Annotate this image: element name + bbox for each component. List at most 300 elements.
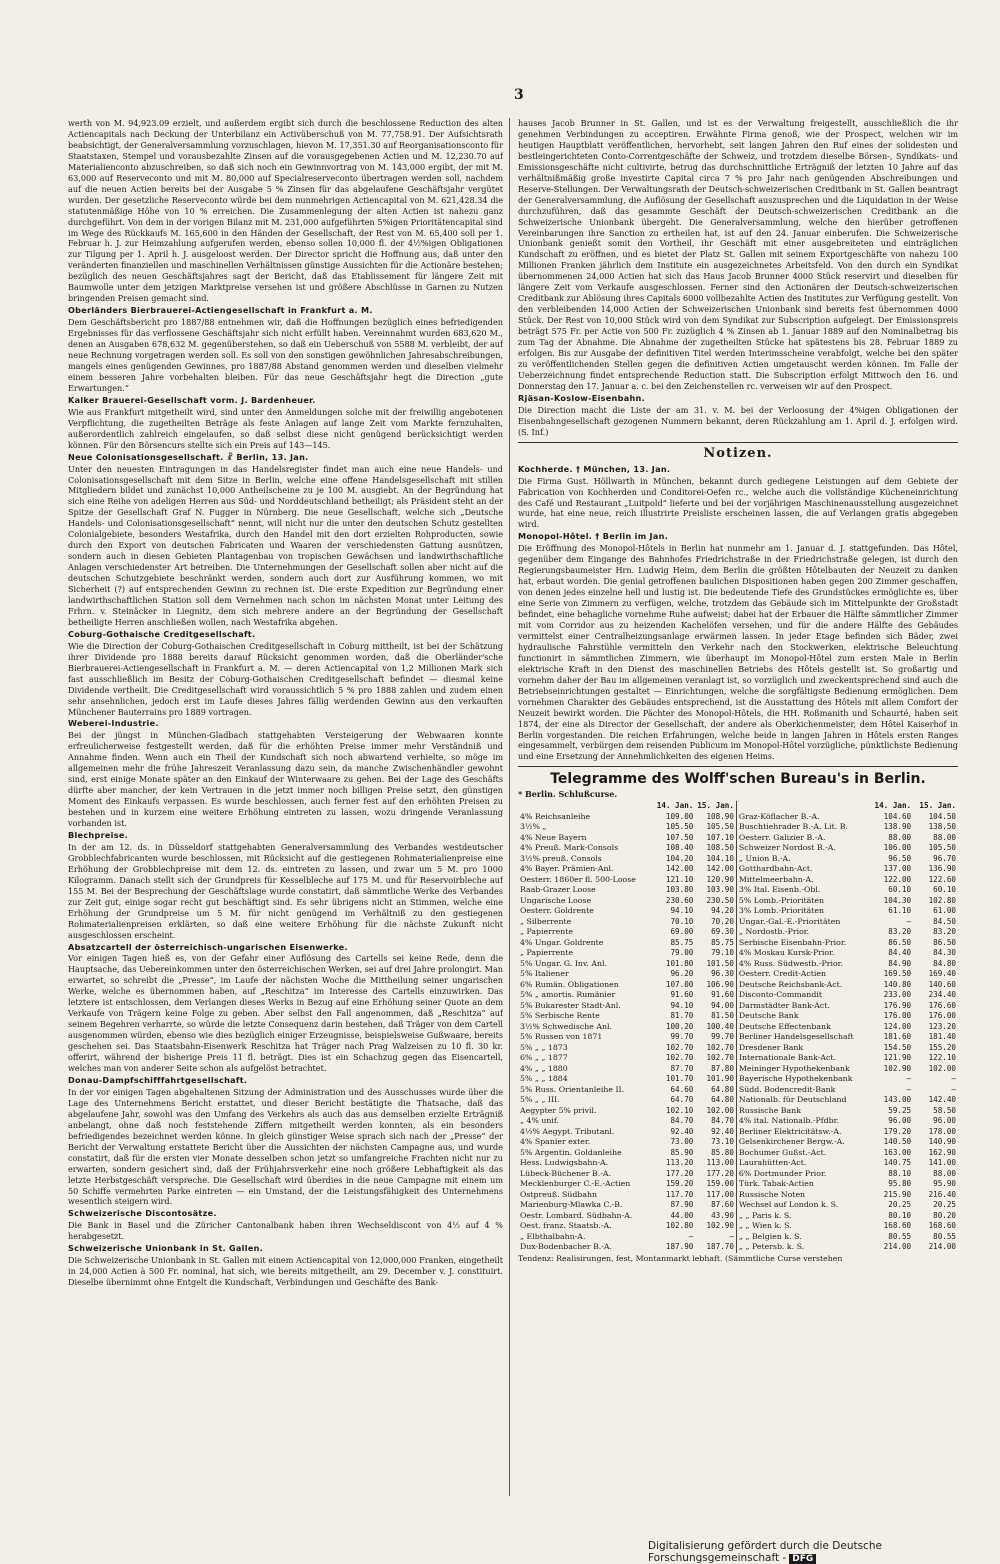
quote-value: 142.00 [695, 864, 736, 875]
article-text: hauses Jacob Brunner in St. Gallen, und ist es der Verwaltung freigestellt, ausschließlich die ihr genehmen Verbindungen zu acceptiren. Erwähnte Firma genoß, wie der Prospect, welchen wir im heutigen Hauptblatt veröffentlichen, hervorhebt, seit langen Jahren den Ruf eines der solidesten und bestleingerichteten Conto-Correntgeschäfte der Schweiz, und trotzdem dieselbe Börsen-, Syndikats- und Emissionsgeschäfte nicht cultivirte, betrug das durchschnittliche Erträgniß der letzten 10 Jahre auf das verhältnißmäßig große investirte Capital circa 7 % pro Jahr nach genügenden Abschreibungen und Reserve-Stellungen. Der Verwaltungsrath der Deutsch-schweizerischen Creditbank in St. Gallen beantragt der Generalversammlung, die Auflösung der Gesellschaft auszusprechen und die Liquidation in der Weise durchzuführen, daß das gesammte Geschäft der Deutsch-schweizerischen Creditbank an die Schweizerische Unionbank übergeht. Die Generalversammlung, welche den hierüber getroffenen Vereinbarungen ihre Sanction zu ertheilen hat, ist auf den 24. Januar einberufen. Die Schweizerische Unionbank genießt somit den Vortheil, ihr Geschäft mit einer ausgebreiteten und einträglichen Kundschaft zu eröffnen, und es bietet der Platz St. Gallen mit seinem Exportgeschäfte von nahezu 100 Millionen Franken jährlich dem Institute ein ausgezeichnetes Arbeitsfeld. Von den durch ein Syndikat übernommenen 24,000 Actien hat sich das Haus Jacob Brunner 4000 Stück reservirt und dieselben für längere Zeit vom Verkaufe ausgeschlossen. Ferner sind den Actionären der Deutsch-schweizerischen Creditbank zur Ablösung ihres Capitals 6000 vollbezahlte Actien des Institutes zur Verfügung gestellt. Von den verbleibenden 14,000 Actien der Schweizerischen Unionbank sind bereits fest übernommen 4000 Stück. Der Rest von 10,000 Stück wird von dem Syndikat zur Subscription aufgelegt. Der Emissionspreis beträgt 575 Fr. per Actie von 500 Fr. zuzüglich 4 % Zinsen ab 1. Januar 1889 auf den Nominalbetrag bis zum Tag der Abnahme. Die Abnahme der zugetheilten Stücke hat spätestens bis 28. Februar 1889 zu erfolgen. Bis zur Ausgabe der definitiven Titel werden Interimsscheine verabfolgt, welche bei den später zu veröffentlichenden Stellen gegen die definitiven Actien umgetauscht werden können. Im Falle der Ueberzeichnung findet entsprechende Reduction statt. Die Subscription erfolgt Mittwoch den 16. und Donnerstag den 17. Januar a. c. bei den Zeichenstellen rc. verweisen wir auf den Prospect. [518, 118, 958, 391]
table-row [518, 1011, 958, 1022]
quote-value: 122.00 [883, 874, 912, 884]
security-name: 4% Bayer. Prämien-Anl. [520, 864, 614, 874]
security-name: Hess. Ludwigsbahn-A. [520, 1158, 609, 1168]
table-row [518, 1127, 958, 1138]
quote-value: 163.00 [883, 1147, 912, 1157]
right-column-articles [518, 118, 958, 767]
table-row [518, 854, 958, 865]
security-name: 3% Lomb.-Prioritäten [738, 906, 825, 916]
quote-value: 100.20 [665, 1021, 694, 1031]
security-name: Internationale Bank-Act. [738, 1053, 836, 1063]
quote-value: 81.50 [695, 1011, 736, 1022]
table-row [518, 980, 958, 991]
quote-value: 87.90 [670, 1200, 694, 1210]
article-text: Dem Geschäftsbericht pro 1887/88 entnehmen wir, daß die Hoffnungen bezüglich eines befriedigenden Ergebnisses für das verflossene Geschäftsjahr sich nicht erfüllt haben. Vereinnahmt wurden 683,620 M., denen an Ausgaben 678,632 M. gegenüberstehen, so daß ein Ueberschuß von 5588 M. verbleibt, der auf neue Rechnung vorgetragen werden soll. Es soll von den sonstigen gewöhnlichen Jahresabschreibungen, mangels eines genügenden Gewinnes, pro 1887/88 Abstand genommen werden und dieselben vielmehr einem besseren Jahre vorbehalten bleiben. Für das neue Geschäftsjahr hegt die Direction „gute Erwartungen.“ [68, 317, 503, 393]
table-row [518, 1074, 958, 1085]
quote-value: 60.10 [888, 885, 912, 895]
table-row [518, 1179, 958, 1190]
quote-value: 176.00 [928, 1011, 956, 1021]
quote-value: 96.00 [888, 1116, 912, 1126]
date-header: 14. Jan. [874, 801, 912, 811]
quote-value: 95.90 [933, 1179, 956, 1189]
security-name: Disconto-Commandit [738, 990, 822, 1000]
quote-value: 94.10 [670, 906, 694, 916]
quote-value: 187.90 [665, 1242, 694, 1252]
security-name: Oestr. Lombard. Südbahn-A. [520, 1210, 633, 1220]
quote-value: 73.10 [695, 1137, 736, 1148]
quote-value: 95.80 [888, 1179, 912, 1189]
table-row [518, 1001, 958, 1012]
security-name: 4% „ „ 1880 [520, 1063, 568, 1073]
security-name: Oesterr. Galizier B.-A. [738, 832, 826, 842]
quote-value: — [951, 1084, 956, 1094]
security-name: 4% Moskau Kursk-Prior. [738, 948, 835, 958]
table-row [518, 927, 958, 938]
quote-value: 84.90 [888, 958, 912, 968]
quote-value: 58.50 [933, 1105, 956, 1115]
quote-value: 91.60 [695, 990, 736, 1001]
table-row [518, 885, 958, 896]
security-name: Südd. Bodencredit-Bank [738, 1084, 836, 1094]
table-row [518, 917, 958, 928]
quote-value: 81.70 [670, 1011, 694, 1021]
security-name: Oesterr. Credit-Actien [738, 969, 827, 979]
quote-value: 80.10 [888, 1210, 912, 1220]
article-heading: Monopol-Hôtel. † Berlin im Jan. [518, 531, 669, 542]
quote-value: 88.00 [888, 832, 912, 842]
security-name: 5% „ „ 1884 [520, 1074, 568, 1084]
table-row [518, 948, 958, 959]
quote-value: 168.60 [928, 1221, 956, 1231]
quote-value: 117.00 [695, 1190, 736, 1201]
table-row [518, 1116, 958, 1127]
quote-value: 80.55 [888, 1231, 912, 1241]
quote-value: 96.30 [695, 969, 736, 980]
security-name: 5% Argentin. Goldanleihe [520, 1147, 622, 1157]
table-row [518, 938, 958, 949]
stock-quotes-body [518, 801, 958, 1253]
quote-value: 70.20 [695, 917, 736, 928]
quote-value: 142.40 [928, 1095, 956, 1105]
table-header-row [518, 801, 958, 812]
quote-value: 140.90 [928, 1137, 956, 1147]
quote-value: 99.70 [695, 1032, 736, 1043]
telegram-title: Telegramme des Wolff'schen Bureau's in Berlin. [550, 771, 926, 788]
dfg-logo: DFG [789, 1554, 816, 1564]
quote-value: 140.80 [883, 979, 912, 989]
security-name: Russische Bank [738, 1105, 801, 1115]
security-name: „ Elbthalbahn-A. [520, 1231, 586, 1241]
quote-value: 102.90 [695, 1221, 736, 1232]
security-name: 6% Dortmunder Prior. [738, 1168, 827, 1178]
table-row [518, 1232, 958, 1243]
quote-value: 92.40 [670, 1126, 694, 1136]
article-text: Unter den neuesten Eintragungen in das Handelsregister findet man auch eine neue Handels- und Colonisationsgesellschaft mit dem Sitze in Berlin, welche eine offene Handelsgesellschaft mit stillen Mitgliedern bildet und zunächst 10,000 Antheilscheine zu je 100 M. ausgiebt. An der Begründung hat sich eine Reihe von adeligen Herren aus Süd- und Norddeutschland betheiligt; als Präsident steht an der Spitze der Gesellschaft Graf N. Fugger in Nürnberg. Die neue Gesellschaft, welche sich „Deutsche Handels- und Colonisationsgesellschaft“ nennt, will nicht nur die unter den deutschen Schutz gestellten Colonialgebiete, besonders Westafrika, durch den Handel mit den dort erzielten Rohproducten, sowie durch den Export von deutschen Fabricaten und Waaren der verschiedensten Gattung ausnützen, sondern auch in diesen Gebieten Plantagenbau von tropischen Gewächsen und landwirthschaftliche Anlagen verschiedenster Art betreiben. Die Unternehmungen der Gesellschaft sollen aber nicht auf die deutschen Schutzgebiete beschränkt werden, sondern auch dort zur Ausführung kommen, wo mit Sicherheit (?) auf entsprechenden Gewinn zu rechnen ist. Die erste Expedition zur Begründung einer landwirthschaftlichen Station soll dem Vernehmen nach schon im nächsten Monat unter Leitung des Frhrn. v. Steinäcker in Liegnitz, dem sich mehrere andere an der Begründung der Gesellschaft betheiligte Herren anschließen wollen, nach Westafrika abgehen. [68, 463, 503, 627]
article-heading: Absatzcartell der österreichisch-ungarischen Eisenwerke. [68, 941, 348, 952]
quote-value: 136.90 [928, 864, 956, 874]
quote-value: 88.00 [933, 832, 956, 842]
quote-value: 233.00 [883, 990, 912, 1000]
quote-value: 122.60 [928, 874, 956, 884]
quote-value: 86.50 [888, 937, 912, 947]
security-name: 4% Russ. Südwestb.-Prior. [738, 958, 844, 968]
security-name: Dresdener Bank [738, 1042, 804, 1052]
quote-value: 88.00 [933, 1168, 956, 1178]
quote-value: 91.60 [670, 990, 694, 1000]
quote-value: 70.10 [670, 916, 694, 926]
quote-value: 107.50 [665, 832, 694, 842]
quote-value: — [695, 1232, 736, 1243]
article-heading: Kochherde. † München, 13. Jan. [518, 463, 671, 474]
quote-value: 43.90 [695, 1211, 736, 1222]
article-heading: Weberei-Industrie. [68, 718, 159, 729]
quote-value: 181.60 [883, 1032, 912, 1042]
quote-value: 138.90 [883, 822, 912, 832]
security-name: „ „ Wien k. S. [738, 1221, 792, 1231]
security-name: Deutsche Reichsbank-Act. [738, 979, 843, 989]
article-text: Die Firma Gust. Höllwarth in München, bekannt durch gediegene Leistungen auf dem Gebiete der Fabrication von Kochherden und Conditorei-Oefen rc., welche auch die vollständige Kücheneinrichtung des Café und Restaurant „Luitpold“ lieferte und bei der vorjährigen Maschinenausstellung ausgezeichnet wurde, hat eine neue, reich illustrirte Preisliste erscheinen lassen, die auf Verlangen gratis abgegeben wird. [518, 475, 958, 530]
security-name: 4% Neue Bayern [520, 832, 587, 842]
article-heading: Blechpreise. [68, 830, 129, 840]
quote-value: 169.40 [928, 969, 956, 979]
security-name: Raab-Grazer Loose [520, 885, 596, 895]
quote-value: 79.00 [670, 948, 694, 958]
quote-value: 86.50 [933, 937, 956, 947]
quote-value: 179.20 [883, 1126, 912, 1136]
article-heading: Schweizerische Discontosätze. [68, 1208, 217, 1219]
quote-value: — [906, 1074, 912, 1084]
table-row [518, 959, 958, 970]
security-name: 5% Serbische Rente [520, 1011, 600, 1021]
table-row [518, 822, 958, 833]
security-name: Berliner Elektricitätsw.-A. [738, 1126, 842, 1136]
security-name: 3% Ital. Eisenb.-Obl. [738, 885, 821, 895]
quote-value: 162.90 [928, 1147, 956, 1157]
quote-value: 61.00 [933, 906, 956, 916]
quote-value: 94.00 [695, 1001, 736, 1012]
quote-value: 102.80 [665, 1221, 694, 1231]
security-name: Bochumer Gußst.-Act. [738, 1147, 827, 1157]
table-row [518, 812, 958, 823]
date-header: 15. Jan. [695, 801, 736, 812]
quote-value: 106.90 [695, 980, 736, 991]
quote-value: 59.25 [888, 1105, 912, 1115]
quote-value: 155.20 [928, 1042, 956, 1052]
section-rule [518, 766, 958, 767]
quote-value: 104.10 [695, 854, 736, 865]
quote-value: 215.90 [883, 1189, 912, 1199]
quote-value: 102.10 [665, 1105, 694, 1115]
table-row [518, 875, 958, 886]
security-name: Gelsenkirchener Bergw.-A. [738, 1137, 845, 1147]
table-row [518, 1190, 958, 1201]
table-row [518, 1158, 958, 1169]
quote-value: 83.20 [933, 927, 956, 937]
table-row [518, 1148, 958, 1159]
quote-value: 105.50 [665, 822, 694, 832]
quote-value: 60.10 [933, 885, 956, 895]
quote-value: 99.70 [670, 1032, 694, 1042]
security-name: Laurahütten-Act. [738, 1158, 807, 1168]
security-name: 5% „ amortis. Rumänier [520, 990, 616, 1000]
security-name: Oesterr. 1860er fl. 500-Loose [520, 874, 636, 884]
table-row [518, 1169, 958, 1180]
quote-value: 187.70 [695, 1242, 736, 1253]
quote-value: 168.60 [883, 1221, 912, 1231]
quote-value: 102.70 [695, 1043, 736, 1054]
table-row [518, 1053, 958, 1064]
security-name: Berliner Handelsgesellschaft [738, 1032, 854, 1042]
quote-value: 104.20 [665, 853, 694, 863]
security-name: Darmstädter Bank-Act. [738, 1000, 830, 1010]
table-row [518, 1211, 958, 1222]
quote-value: 154.50 [883, 1042, 912, 1052]
quote-value: 83.20 [888, 927, 912, 937]
quote-value: 80.55 [933, 1231, 956, 1241]
quote-value: 92.40 [695, 1127, 736, 1138]
security-name: 4% Reichsanleihe [520, 811, 591, 821]
security-name: Wechsel auf London k. S. [738, 1200, 839, 1210]
page-number: 3 [514, 87, 524, 103]
security-name: 5% Russ. Orientanleihe II. [520, 1084, 625, 1094]
article-text: Wie aus Frankfurt mitgetheilt wird, sind unter den Anmeldungen solche mit der freiwillig angebotenen Verpflichtung, die zugetheilten Beträge als feste Anlagen auf lange Zeit vom Markte fernzuhalten, außerordentlich zahlreich eingelaufen, so daß selbst diese nicht genügend berücksichtigt werden können. Für den Börsencurs stellte sich ein Preis auf 143—145. [68, 406, 503, 450]
security-name: 3½% Schwedische Anl. [520, 1021, 613, 1031]
security-name: Mittelmeerbahn-A. [738, 874, 814, 884]
article-text: Vor einigen Tagen hieß es, von der Gefahr einer Auflösung des Cartells sei keine Rede, denn die Hauptsache, das Uebereinkommen unter den österreichischen Werken, sei auf drei Jahre prolongirt. Man erwartet, so schreibt die „Presse“, im Laufe der nächsten Woche die Mittheilung seiner ungarischen Werke, welche es übernommen haben, auf „Reschitza“ im Interesse des Cartells einzuwirken. Das letztere ist entschlossen, dem Verlangen dieses Werks in Bezug auf eine Erhöhung seiner Quote an dem Verkaufe von Trägern keine Folge zu geben. Aber selbst den Fall angenommen, daß „Reschitza“ auf seinem Begehren verharrte, so würde die letzte Consequenz darin bestehen, daß Träger von dem Cartell ausgenommen würden, ebenso wie dies bezüglich einiger Erzeugnisse, beispielsweise Gußwaare, bereits geschehen sei. Das Staatsbahn-Eisenwerk Reschitza hat Träger nach Prag Walzeisen zu 10 fl. 30 kr. offerirt, während der bisherige Preis 11 fl. beträgt. Dies ist ein Schachzug gegen das Eisencartell, welches man von anderer Seite schon als aufgelöst betrachtet. [68, 953, 503, 1074]
table-row [518, 864, 958, 875]
security-name: Lübeck-Büchener B.-A. [520, 1168, 611, 1178]
security-name: „ Union B.-A. [738, 853, 791, 863]
security-name: Türk. Tabak-Actien [738, 1179, 814, 1189]
quote-value: 214.00 [883, 1242, 912, 1252]
security-name: Russische Noten [738, 1189, 806, 1199]
security-name: Graz-Köflacher B.-A. [738, 811, 820, 821]
quote-value: 123.20 [928, 1021, 956, 1031]
quote-value: 94.10 [670, 1000, 694, 1010]
security-name: 5% „ „ 1873 [520, 1042, 568, 1052]
date-header: 15. Jan. [919, 801, 956, 811]
quote-value: 103.90 [695, 885, 736, 896]
security-name: „ Nordostb.-Prior. [738, 927, 810, 937]
quote-value: 61.10 [888, 906, 912, 916]
quote-value: 73.00 [670, 1137, 694, 1147]
quote-value: 102.90 [883, 1063, 912, 1073]
quote-value: 137.00 [883, 864, 912, 874]
quote-value: 44.00 [670, 1210, 694, 1220]
security-name: „ „ Belgien k. S. [738, 1231, 802, 1241]
quote-value: 88.10 [888, 1168, 912, 1178]
quote-value: 84.80 [933, 958, 956, 968]
quote-value: 138.50 [928, 822, 956, 832]
section-title: Notizen. [703, 445, 773, 461]
security-name: 5% Lomb.-Prioritäten [738, 895, 825, 905]
security-name: 4% Ungar. Goldrente [520, 937, 604, 947]
security-name: Dux-Bodenbacher B.-A. [520, 1242, 613, 1252]
table-row [518, 1095, 958, 1106]
security-name: „ „ Paris k. S. [738, 1210, 792, 1220]
quote-value: 176.60 [928, 1000, 956, 1010]
article-heading: Coburg-Gothaische Creditgesellschaft. [68, 628, 256, 639]
quote-value: 96.50 [888, 853, 912, 863]
quote-value: 85.80 [695, 1148, 736, 1159]
quote-value: 120.90 [695, 875, 736, 886]
quote-value: 141.00 [928, 1158, 956, 1168]
security-name: Ungarische Loose [520, 895, 592, 905]
security-name: Buschtiehrader B.-A. Lit. B. [738, 822, 848, 832]
article-text: Bei der jüngst in München-Gladbach stattgehabten Versteigerung der Webwaaren konnte erfreulicherweise festgestellt werden, daß für die erhöhten Preise immer mehr Verständniß und Annahme finden. Wenn auch ein Theil der Kundschaft sich noch abwartend verhielte, so möge im allgemeinen mehr die frühe Jahreszeit Veranlassung dazu sein, da manche Zwischenhändler gewohnt sind, erst einige Monate später an den Einkauf der Winterwaare zu gehen. Bei der Lage des Geschäfts dürfte aber mancher, der kein Vertrauen in die jetzt immer noch billigen Preise setzt, den günstigen Moment des Einkaufs verpassen. Es wurde beschlossen, auch ferner fest auf den erhöhten Preisen zu bestehen und in kurzem eine weitere Erhöhung eintreten zu lassen, wozu dringende Veranlassung vorhanden ist. [68, 730, 503, 829]
quote-value: 113.20 [665, 1158, 694, 1168]
quote-value: 121.90 [883, 1053, 912, 1063]
table-row [518, 969, 958, 980]
quote-value: 177.20 [665, 1168, 694, 1178]
article-heading: Schweizerische Unionbank in St. Gallen. [68, 1243, 264, 1254]
quote-value: 105.50 [928, 843, 956, 853]
quote-value: 108.40 [665, 843, 694, 853]
article-heading: Rjäsan-Koslow-Eisenbahn. [518, 392, 645, 403]
table-row [518, 1064, 958, 1075]
security-name: Ostpreuß. Südbahn [520, 1189, 598, 1199]
quote-value: 85.90 [670, 1147, 694, 1157]
article-heading: Neue Colonisationsgesellschaft. ☧ Berlin, 13. Jan. [68, 451, 309, 462]
security-name: Schweizer Nordost B.-A. [738, 843, 836, 853]
quote-value: 108.50 [695, 843, 736, 854]
quote-value: 234.40 [928, 990, 956, 1000]
quote-value: 87.80 [695, 1064, 736, 1075]
quote-value: 117.70 [665, 1189, 694, 1199]
quote-value: 84.50 [933, 916, 956, 926]
table-row [518, 833, 958, 844]
security-name: Serbische Eisenbahn-Prior. [738, 937, 847, 947]
security-name: 5% „ „ III. [520, 1095, 560, 1105]
security-name: 5% Bukarester Stadt-Anl. [520, 1000, 621, 1010]
quote-value: 69.30 [695, 927, 736, 938]
table-row [518, 1022, 958, 1033]
security-name: 5% Russen von 1871 [520, 1032, 603, 1042]
quote-value: 20.25 [888, 1200, 912, 1210]
security-name: Gotthardbahn-Act. [738, 864, 813, 874]
quote-value: 102.00 [928, 1063, 956, 1073]
quote-value: 64.60 [670, 1084, 694, 1094]
quote-value: 140.50 [883, 1137, 912, 1147]
article-text: Die Schweizerische Unionbank in St. Gallen mit einem Actiencapital von 12,000,000 Franken, eingetheilt in 24,000 Actien à 500 Fr. nominal, hat sich, wie bereits mitgetheilt, am 29. December v. J. constituirt. Dieselbe übernimmt ohne Entgelt die Kundschaft, Verbindungen und Geschäfte des Bank- [68, 1255, 503, 1288]
quote-value: 101.70 [665, 1074, 694, 1084]
security-name: „ Papierrente [520, 948, 573, 958]
quote-value: 216.40 [928, 1189, 956, 1199]
quote-value: 124.00 [883, 1021, 912, 1031]
security-name: 3½% preuß. Consols [520, 853, 602, 863]
table-row [518, 1032, 958, 1043]
quote-value: 84.30 [933, 948, 956, 958]
article-text: In der vor einigen Tagen abgehaltenen Sitzung der Administration und des Ausschusses wurde über die Lage des Unternehmens Bericht erstattet, und dieser Bericht bestätigte die Thatsache, daß das abgelaufene Jahr, sowohl was den Umfang des Verkehrs als auch das aus demselben erzielte Erträgniß anbelangt, ohne daß noch feststehende Ziffern mitgetheilt werden konnten, als ein besonders befriedigendes bezeichnet werden könne. In gleich günstiger Weise sprach sich nach der „Presse“ der Bericht der Verwaltung erstattete Bericht über die Aussichten der nächsten Campagne aus, und wurde constatirt, daß für die ersten vier Monate desselben schon jetzt so umfangreiche Frachten nicht nur zu erwarten, sondern gesichert sind, daß der Frühjahrsverkehr eine noch größere Lebhaftigkeit als das letzte Herbstgeschäft verspreche. Die Gesellschaft wird überdies in die neue Campagne mit einem um 50 Schiffe vermehrten Parke eintreten — ein Umstand, der die Leistungsfähigkeit des Unternehmens wesentlich steigern wird. [68, 1086, 503, 1207]
left-column [68, 118, 503, 1538]
quote-value: — [951, 1074, 956, 1084]
column-divider [509, 118, 510, 1496]
table-row [518, 1200, 958, 1211]
footer-text: Digitalisierung gefördert durch die Deutsche Forschungsgemeinschaft - [648, 1540, 882, 1564]
quote-value: 64.80 [695, 1095, 736, 1106]
security-name: Marienburg-Mlawka C.-B. [520, 1200, 623, 1210]
quote-value: 20.25 [933, 1200, 956, 1210]
security-name: Nationalb. für Deutschland [738, 1095, 847, 1105]
article-text: Wie die Direction der Coburg-Gothaischen Creditgesellschaft in Coburg mittheilt, ist bei der Schätzung ihrer Dividende pro 1888 bereits darauf Rücksicht genommen worden, daß die Oberländer'sche Bierbrauerei-Actiengesellschaft in Frankfurt a. M. — deren Actiencapital von 1,2 Millionen Mark sich fast ausschließlich im Besitz der Coburg-Gothaischen Creditgesellschaft befindet — diesmal keine Dividende vertheilt. Die Creditgesellschaft wird voraussichtlich 5 % pro 1888 zahlen und zudem einen sehr ansehnlichen, jedoch erst im Laufe dieses Jahres fällig werdenden Gewinn aus den verkauften Münchener Bauterrains pro 1889 vortragen. [68, 640, 503, 717]
security-name: „ Silberrente [520, 916, 572, 926]
security-name: 3½% „ [520, 822, 547, 832]
quote-value: 113.00 [695, 1158, 736, 1169]
quote-value: 176.90 [883, 1000, 912, 1010]
quote-value: 108.90 [695, 812, 736, 823]
security-name: „ Papierrente [520, 927, 573, 937]
stock-quotes-table [518, 801, 958, 1253]
security-name: 4½% Aegypt. Tributanl. [520, 1126, 615, 1136]
quote-value: 159.20 [665, 1179, 694, 1189]
quote-value: 104.60 [883, 811, 912, 821]
table-row [518, 843, 958, 854]
quote-value: 101.80 [665, 958, 694, 968]
quote-value: 140.60 [928, 979, 956, 989]
telegram-subtitle: * Berlin. Schlußcurse. [518, 789, 618, 800]
quote-value: 79.10 [695, 948, 736, 959]
article-text: Die Bank in Basel und die Züricher Cantonalbank haben ihren Wechseldiscont von 4½ auf 4 % herabgesetzt. [68, 1220, 503, 1242]
quote-value: 140.75 [883, 1158, 912, 1168]
table-row [518, 1085, 958, 1096]
quote-value: 106.00 [883, 843, 912, 853]
security-name: „ „ Petersb. k. S. [738, 1242, 805, 1252]
section-rule [518, 442, 958, 443]
quote-value: 122.10 [928, 1053, 956, 1063]
quote-value: 169.50 [883, 969, 912, 979]
security-name: 5% Ungar. G. Inv. Anl. [520, 958, 607, 968]
table-row [518, 906, 958, 917]
quote-value: 96.70 [933, 853, 956, 863]
quote-value: 80.20 [933, 1210, 956, 1220]
article-heading: Donau-Dampfschifffahrtgesellschaft. [68, 1074, 248, 1085]
quote-value: 181.40 [928, 1032, 956, 1042]
quote-value: 230.50 [695, 896, 736, 907]
security-name: Oesterr. Goldrente [520, 906, 594, 916]
newspaper-page [28, 0, 976, 1564]
quote-value: 159.00 [695, 1179, 736, 1190]
quote-value: 177.20 [695, 1169, 736, 1180]
security-name: Mecklenburger C.-E.-Actien [520, 1179, 631, 1189]
quote-value: 87.60 [695, 1200, 736, 1211]
article-heading: Oberländers Bierbrauerei-Actiengesellschaft in Frankfurt a. M. [68, 305, 373, 316]
quote-value: 142.00 [665, 864, 694, 874]
quote-value: 104.30 [883, 895, 912, 905]
digitization-footer [648, 1540, 1000, 1564]
quote-value: 101.50 [695, 959, 736, 970]
quote-value: 121.10 [665, 874, 694, 884]
quote-value: — [906, 1084, 912, 1094]
quote-value: 64.70 [670, 1095, 694, 1105]
quote-value: 102.80 [928, 895, 956, 905]
table-row [518, 1137, 958, 1148]
quote-value: 69.00 [670, 927, 694, 937]
security-name: 4% ital. Nationalb.-Pfdbr. [738, 1116, 840, 1126]
quote-value: 96.20 [670, 969, 694, 979]
security-name: Bayerische Hypothekenbank [738, 1074, 853, 1084]
quote-value: 101.90 [695, 1074, 736, 1085]
telegram-footer-note: Tendenz: Realisirungen, fest, Montanmarkt lebhaft. (Sämmtliche Curse verstehen [518, 1253, 843, 1263]
security-name: Aegypter 5% privil. [520, 1105, 597, 1115]
table-row [518, 1106, 958, 1117]
security-name: Oest. franz. Staatsb.-A. [520, 1221, 612, 1231]
security-name: „ 4% unif. [520, 1116, 559, 1126]
security-name: Ungar.-Gal.-E.-Prioritäten [738, 916, 841, 926]
quote-value: 85.75 [670, 937, 694, 947]
article-text: Die Direction macht die Liste der am 31. v. M. bei der Verloosung der 4%igen Obligationen der Eisenbahngesellschaft gezogenen Nummern bekannt, deren Rückzahlung am 1. April d. J. erfolgen wird. (S. Inf.) [518, 404, 958, 437]
quote-value: 84.40 [888, 948, 912, 958]
